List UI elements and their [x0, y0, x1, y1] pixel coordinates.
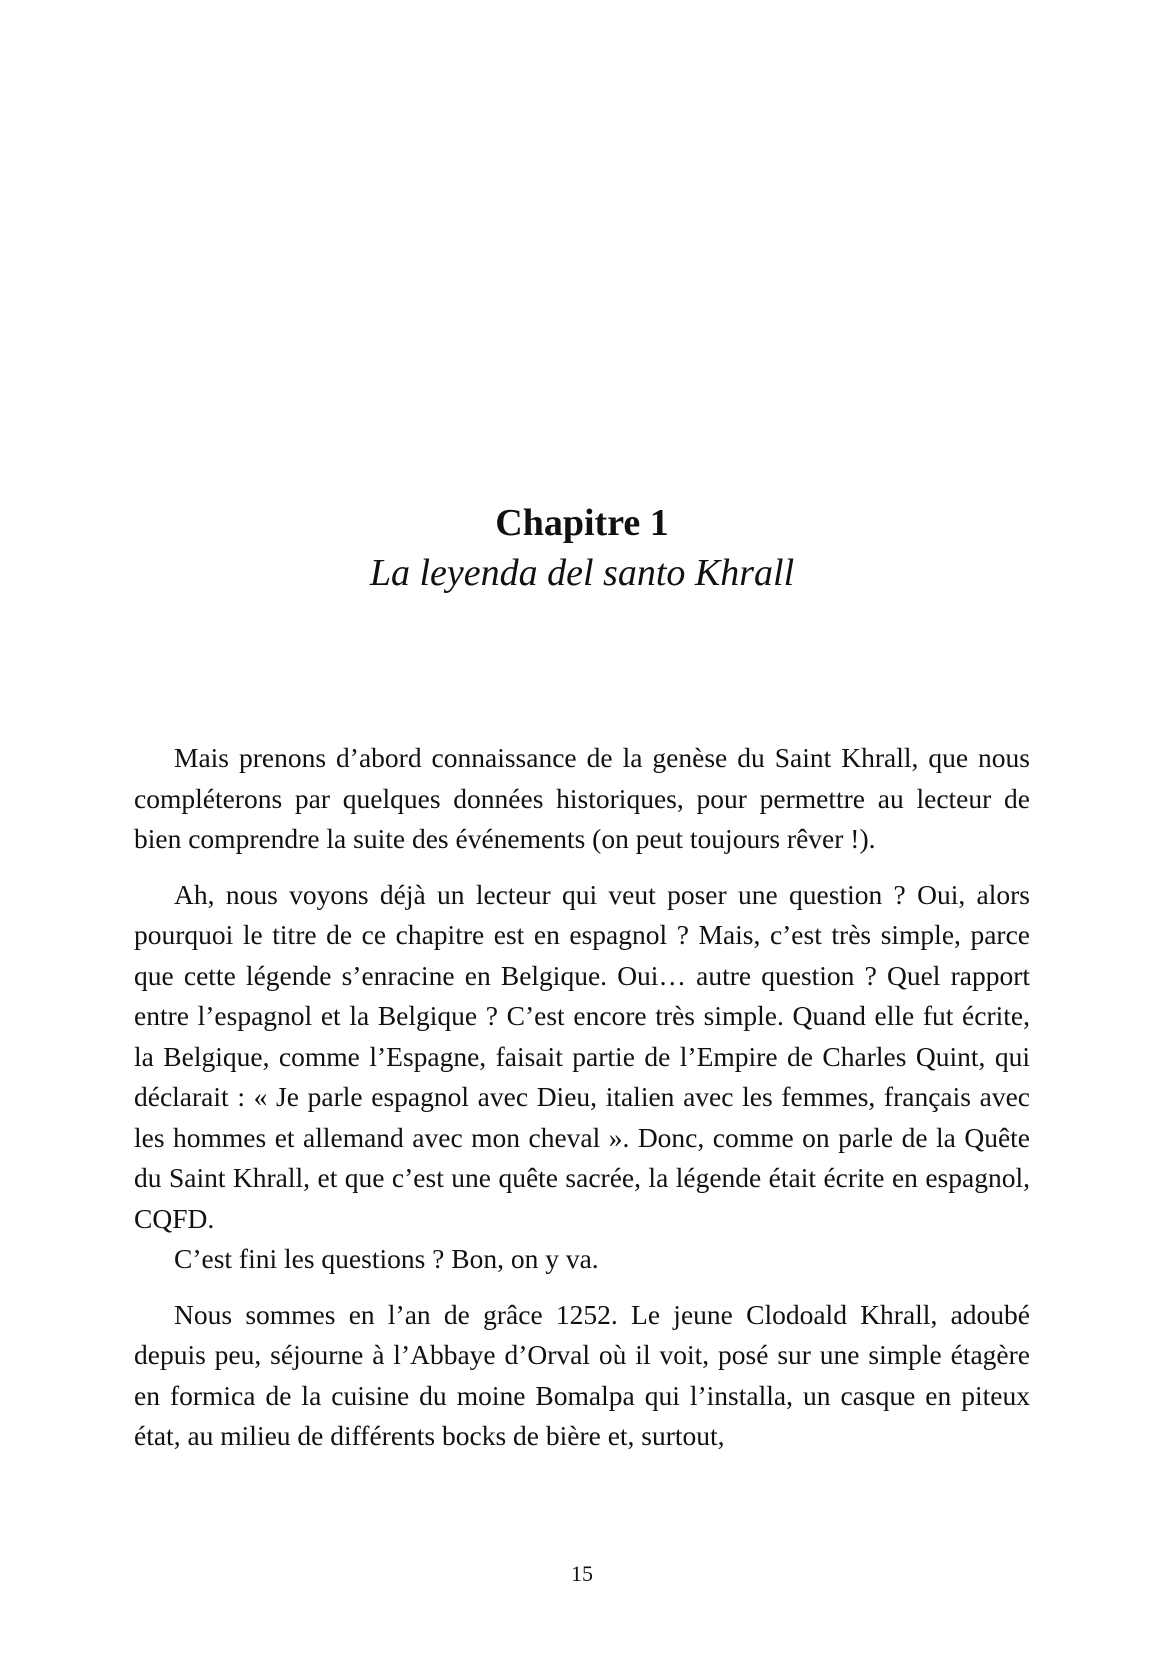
paragraph: Mais prenons d’abord connaissance de la genèse du Saint Khrall, que nous compléterons par quelques données historiques, pour permettre au lecteur de bien comprendre la suite des événements (on peut toujours rêver !). [134, 742, 1030, 854]
paragraph: Ah, nous voyons déjà un lecteur qui veut poser une question ? Oui, alors pourquoi le titre de ce chapitre est en espagnol ? Mais, c’est très simple, parce que cette légende s’enracine en Belgique. Oui… autre question ? Quel rapport entre l’espagnol et la Belgique ? C’est encore très simple. Quand elle fut écrite, la Belgique, comme l’Espagne, faisait partie de l’Empire de Charles Quint, qui déclarait : « Je parle espagnol avec Dieu, italien avec les femmes, français avec les hommes et allemand avec mon cheval ». Donc, comme on parle de la Quête du Saint Khrall, et que c’est une quête sacrée, la légende était écrite en espagnol, CQFD. [134, 878, 1030, 1234]
paragraph: C’est fini les questions ? Bon, on y va. [174, 1243, 599, 1274]
chapter-heading [0, 500, 1164, 596]
chapter-title: Chapitre 1 [495, 502, 669, 544]
paragraph: Nous sommes en l’an de grâce 1252. Le jeune Clodoald Khrall, adoubé depuis peu, séjourne à l’Abbaye d’Orval où il voit, posé sur une simple étagère en formica de la cuisine du moine Bomalpa qui l’installa, un casque en piteux état, au milieu de différents bocks de bière et, surtout, [134, 1298, 1030, 1451]
chapter-subtitle: La leyenda del santo Khrall [369, 552, 795, 594]
chapter-body [134, 738, 1030, 1457]
page-number: 15 [571, 1561, 593, 1586]
